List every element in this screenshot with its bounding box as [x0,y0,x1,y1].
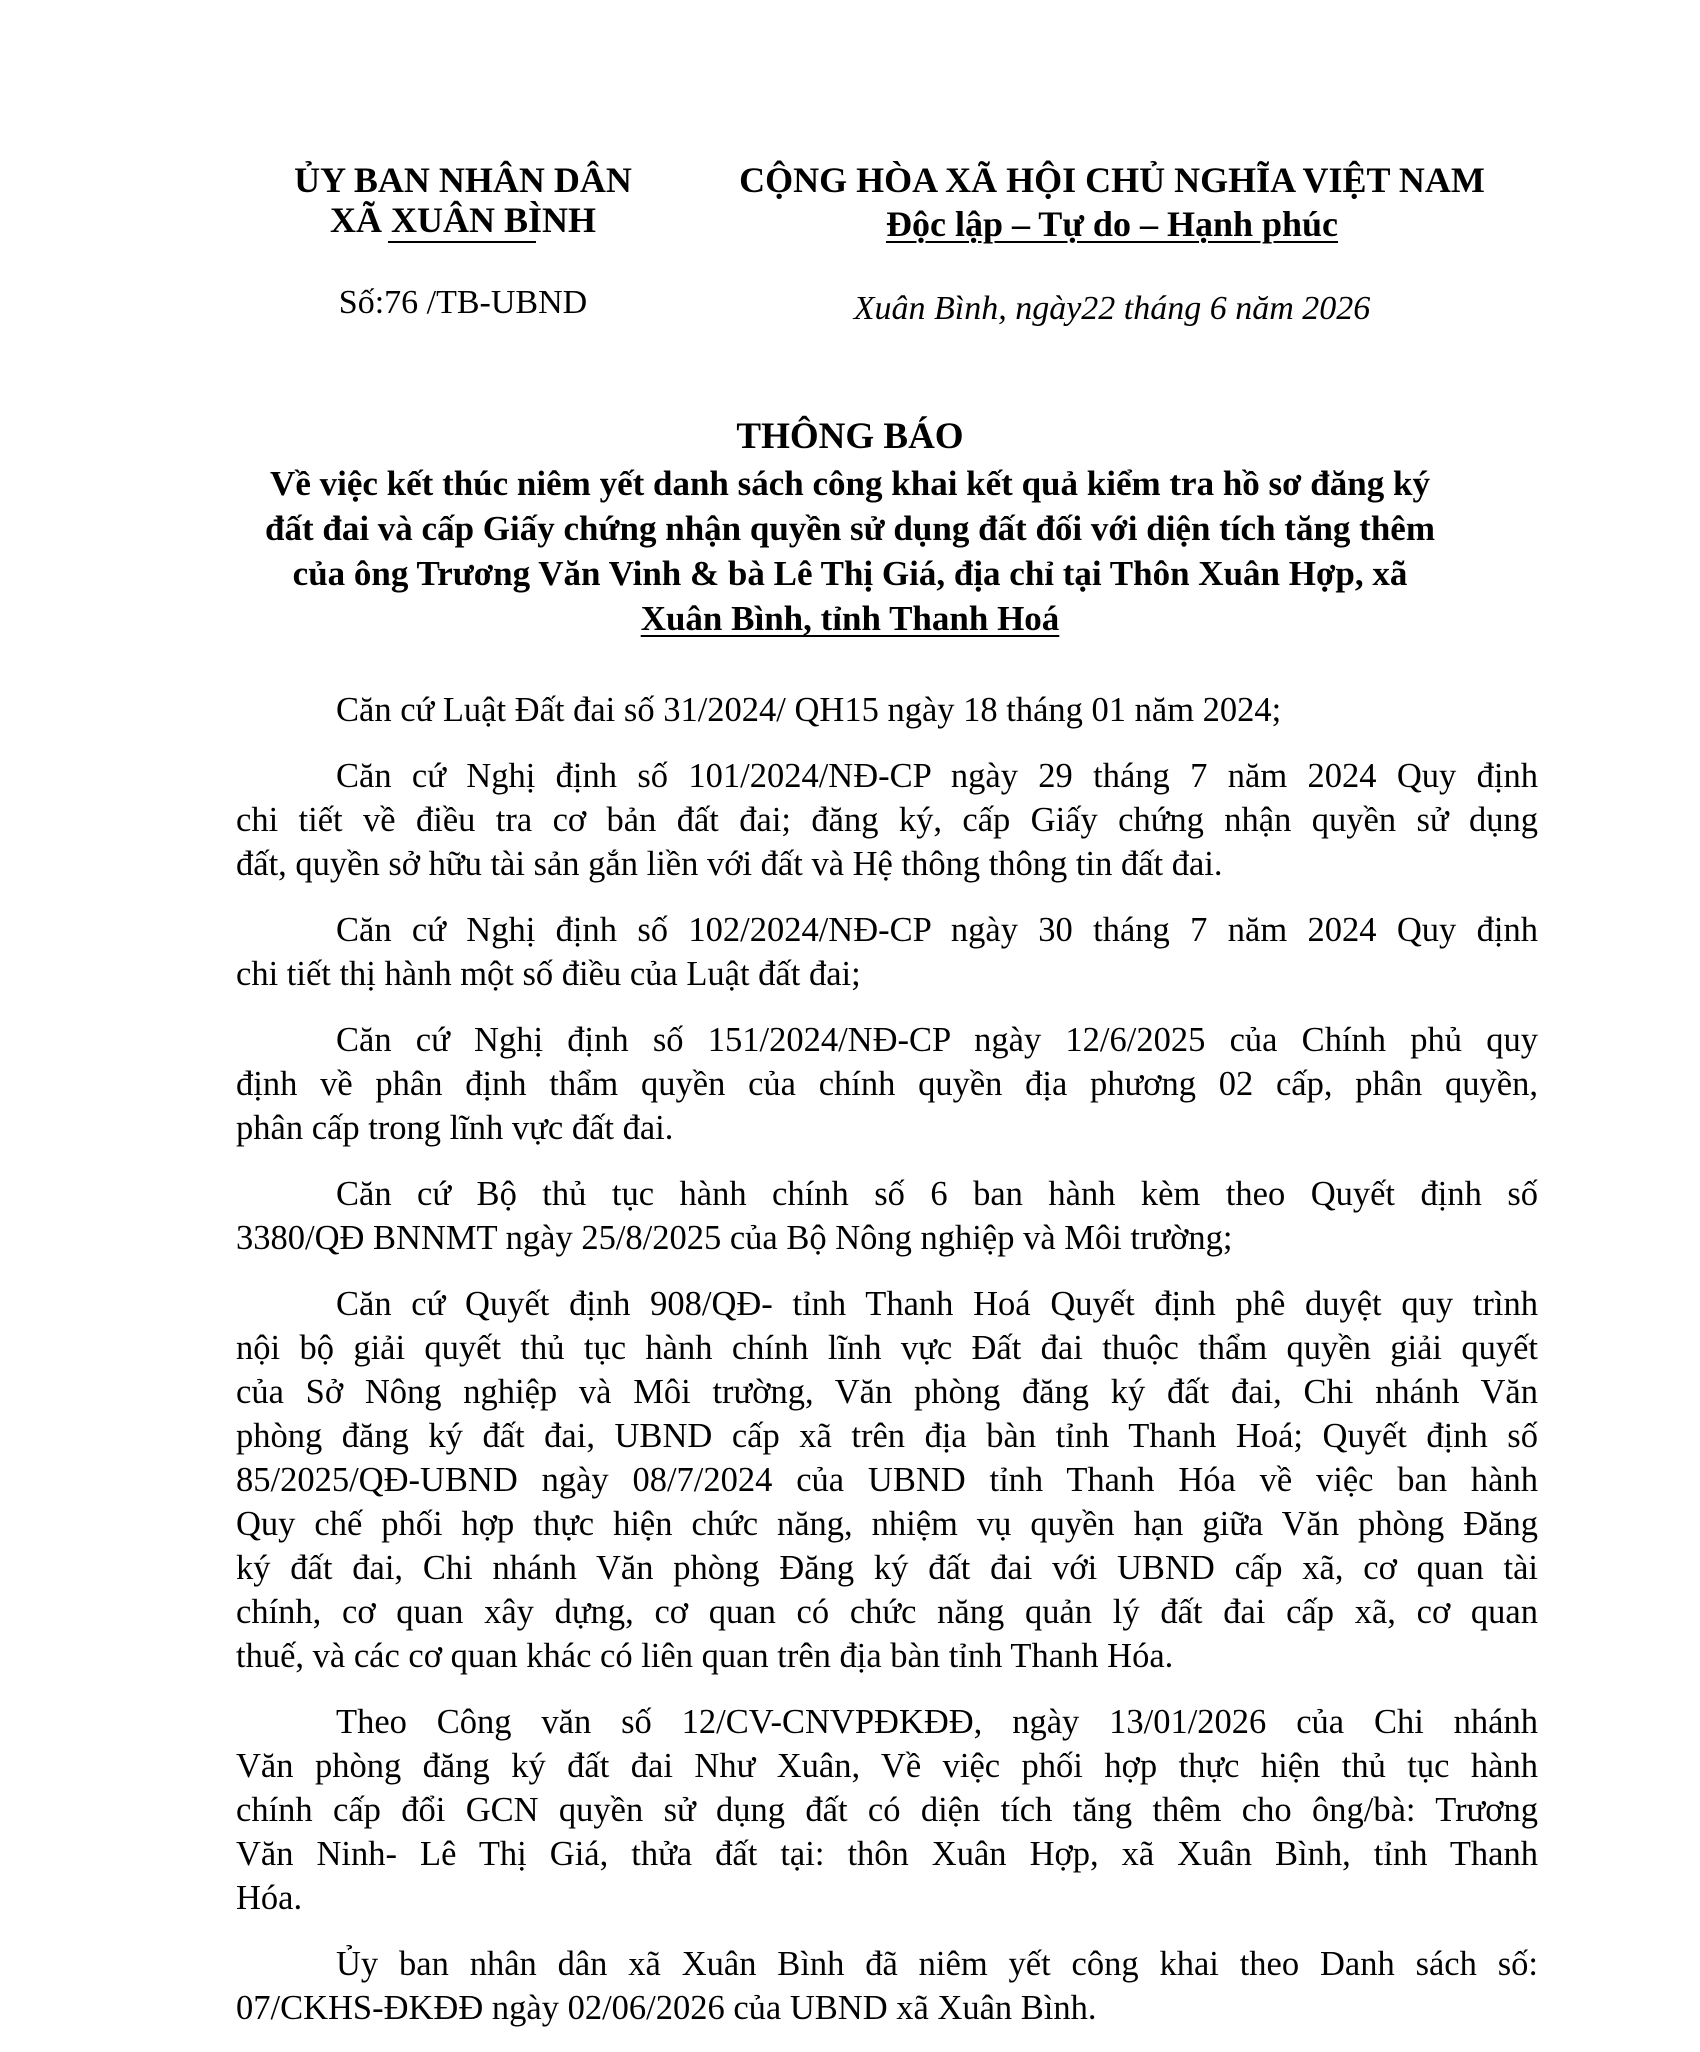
national-motto: Độc lập – Tự do – Hạnh phúc [885,204,1339,244]
paragraph-line: Văn phòng đăng ký đất đai Như Xuân, Về việc phối hợp thực hiện thủ tục hành [236,1747,1538,1785]
subtitle-line-1: Về việc kết thúc niêm yết danh sách công khai kết quả kiểm tra hồ sơ đăng ký [270,464,1430,503]
paragraph-line: Căn cứ Nghị định số 102/2024/NĐ-CP ngày 30 tháng 7 năm 2024 Quy định [336,911,1538,949]
official-letter-reference [236,1700,1538,1920]
paragraph-line: 85/2025/QĐ-UBND ngày 08/7/2024 của UBND tỉnh Thanh Hóa về việc ban hành [236,1461,1538,1499]
paragraph-line: Ủy ban nhân dân xã Xuân Bình đã niêm yết công khai theo Danh sách số: [336,1945,1538,1983]
paragraph-line: Văn Ninh- Lê Thị Giá, thửa đất tại: thôn Xuân Hợp, xã Xuân Bình, tỉnh Thanh [236,1835,1538,1873]
legal-basis-decree-101 [236,754,1538,886]
paragraph-line: Hóa. [236,1879,303,1917]
legal-basis-decree-151 [236,1018,1538,1150]
paragraph-line: định về phân định thẩm quyền của chính quyền địa phương 02 cấp, phân quyền, [236,1065,1538,1103]
subtitle-line-3: của ông Trương Văn Vinh & bà Lê Thị Giá, địa chỉ tại Thôn Xuân Hợp, xã [292,554,1408,593]
paragraph-line: chính cấp đổi GCN quyền sử dụng đất có diện tích tăng thêm cho ông/bà: Trương [236,1791,1538,1829]
paragraph-line: đất, quyền sở hữu tài sản gắn liền với đất và Hệ thông thông tin đất đai. [236,845,1223,883]
subtitle-line-4: Xuân Bình, tỉnh Thanh Hoá [640,599,1060,638]
national-title: CỘNG HÒA XÃ HỘI CHỦ NGHĨA VIỆT NAM [739,160,1485,200]
paragraph-line: thuế, và các cơ quan khác có liên quan trên địa bàn tỉnh Thanh Hóa. [236,1637,1174,1675]
subtitle-line-2: đất đai và cấp Giấy chứng nhận quyền sử dụng đất đối với diện tích tăng thêm [265,509,1435,548]
legal-basis-decree-102 [236,908,1538,996]
paragraph-line: phòng đăng ký đất đai, UBND cấp xã trên địa bàn tỉnh Thanh Hoá; Quyết định số [236,1417,1538,1455]
paragraph-line: Căn cứ Nghị định số 151/2024/NĐ-CP ngày 12/6/2025 của Chính phủ quy [336,1021,1538,1059]
paragraph-line: 3380/QĐ BNNMT ngày 25/8/2025 của Bộ Nông nghiệp và Môi trường; [236,1219,1233,1257]
paragraph-line: của Sở Nông nghiệp và Môi trường, Văn phòng đăng ký đất đai, Chi nhánh Văn [236,1373,1538,1411]
posting-statement [236,1942,1538,2030]
issuing-commune: XÃ XUÂN BÌNH [329,200,597,240]
paragraph-line: chính, cơ quan xây dựng, cơ quan có chức năng quản lý đất đai cấp xã, cơ quan [236,1593,1538,1631]
paragraph-line: Căn cứ Nghị định số 101/2024/NĐ-CP ngày 29 tháng 7 năm 2024 Quy định [336,757,1538,795]
paragraph-line: chi tiết về điều tra cơ bản đất đai; đăng ký, cấp Giấy chứng nhận quyền sử dụng [236,801,1538,839]
legal-basis-decision-908 [236,1282,1538,1678]
paragraph-line: Theo Công văn số 12/CV-CNVPĐKĐĐ, ngày 13/01/2026 của Chi nhánh [336,1703,1538,1741]
paragraph-line: nội bộ giải quyết thủ tục hành chính lĩnh vực Đất đai thuộc thẩm quyền giải quyết [236,1329,1538,1367]
paragraph-line: phân cấp trong lĩnh vực đất đai. [236,1109,674,1147]
authority-underline [388,241,536,243]
document-number: Số:76 /TB-UBND [338,284,588,321]
paragraph-line: chi tiết thị hành một số điều của Luật đất đai; [236,955,861,993]
paragraph-line: Căn cứ Quyết định 908/QĐ- tỉnh Thanh Hoá Quyết định phê duyệt quy trình [336,1285,1538,1323]
document-title: THÔNG BÁO [736,416,964,457]
paragraph-line: 07/CKHS-ĐKĐĐ ngày 02/06/2026 của UBND xã Xuân Bình. [236,1989,1097,2027]
paragraph-line: ký đất đai, Chi nhánh Văn phòng Đăng ký đất đai với UBND cấp xã, cơ quan tài [236,1549,1538,1587]
paragraph-line: Căn cứ Luật Đất đai số 31/2024/ QH15 ngày 18 tháng 01 năm 2024; [336,691,1282,729]
issuing-authority: ỦY BAN NHÂN DÂN [294,160,632,200]
paragraph-line: Quy chế phối hợp thực hiện chức năng, nhiệm vụ quyền hạn giữa Văn phòng Đăng [236,1505,1538,1543]
document-body [236,688,1538,2052]
legal-basis-land-law [236,688,1538,732]
legal-basis-procedure-set [236,1172,1538,1260]
place-and-date: Xuân Bình, ngày22 tháng 6 năm 2026 [853,290,1371,327]
paragraph-line: Căn cứ Bộ thủ tục hành chính số 6 ban hành kèm theo Quyết định số [336,1175,1538,1213]
